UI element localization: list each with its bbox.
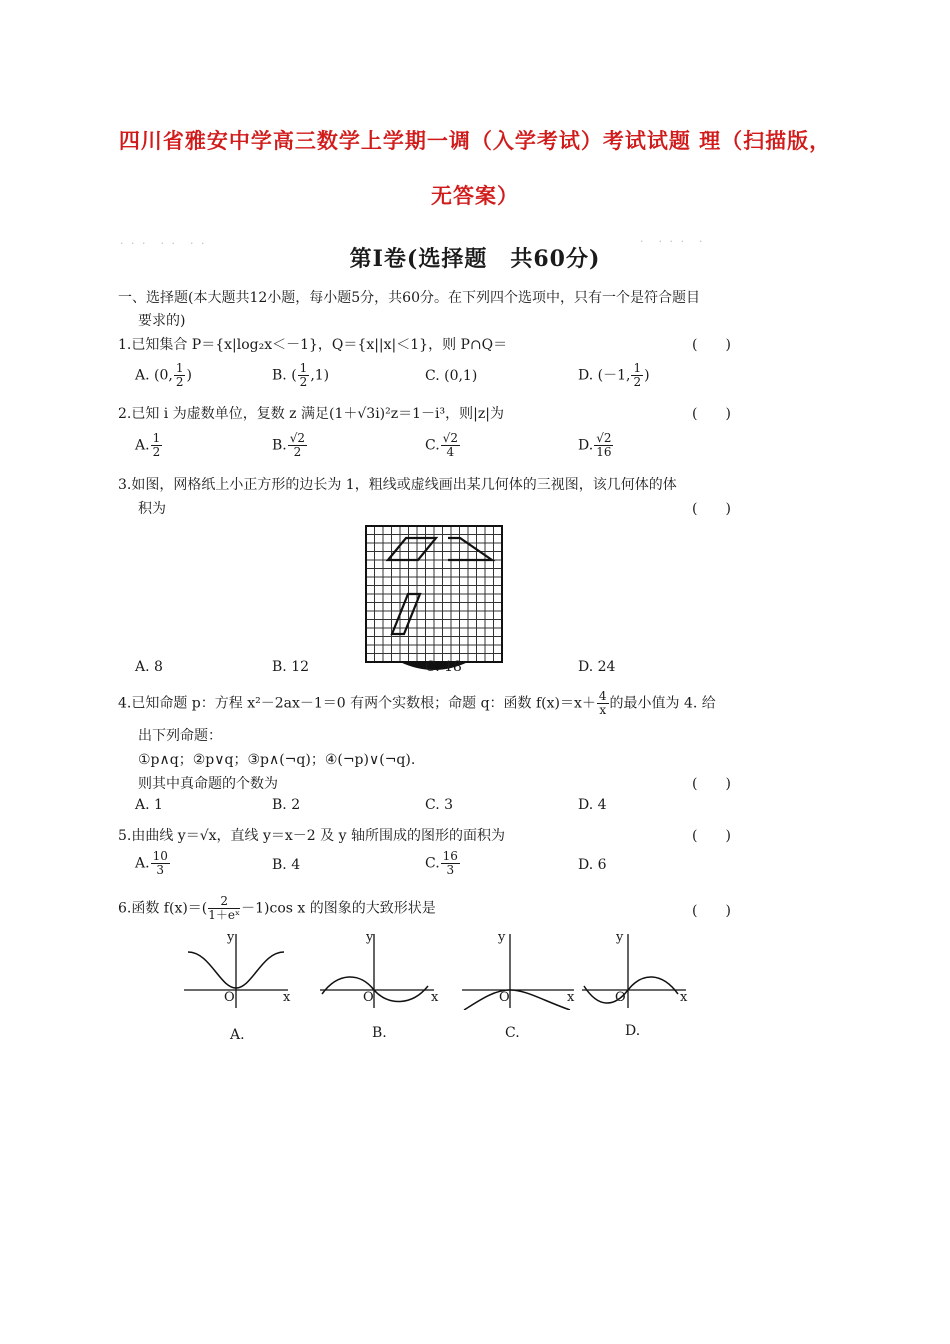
q6-option-a: A. — [230, 1027, 245, 1043]
graph-a-x-label: x — [283, 990, 291, 1005]
q1-option-d: D. (－1, $\frac{1}{2}$ ) — [578, 361, 650, 389]
q6-option-d: D. — [625, 1023, 641, 1039]
question-2-stem: 2.已知 i 为虚数单位，复数 z 满足(1＋√3i)²z＝1－i³，则|z|为 — [118, 406, 504, 422]
answer-paren: ( ) — [692, 406, 731, 422]
instructions-line1: 一、选择题(本大题共12小题，每小题5分，共60分。在下列四个选项中，只有一个是符合题目 — [118, 290, 700, 306]
answer-paren: ( ) — [692, 501, 731, 517]
question-4-stem-line1: 4.已知命题 p：方程 x²－2ax－1＝0 有两个实数根；命题 q：函数 f(x)＝x＋ $\frac{4}{x}$ 的最小值为 4. 给 — [118, 689, 716, 717]
graph-d-x-label: x — [680, 990, 688, 1005]
scan-noise: · · · · · — [640, 235, 705, 248]
three-view-grid-figure — [360, 522, 508, 670]
q1-option-a: A. (0, $\frac{1}{2}$ ) — [135, 361, 192, 389]
q5-option-b: B. 4 — [272, 857, 301, 873]
q1-option-c: C. (0,1) — [425, 368, 478, 384]
q5-option-c: C. $\frac{16}{3}$ — [425, 849, 458, 877]
q3-option-d: D. 24 — [578, 659, 616, 675]
q3-option-a: A. 8 — [135, 659, 163, 675]
graph-d — [578, 930, 690, 1010]
graph-b-origin-label: O — [363, 990, 374, 1005]
answer-paren: ( ) — [692, 903, 731, 919]
q3-option-b: B. 12 — [272, 659, 310, 675]
answer-paren: ( ) — [692, 828, 731, 844]
section-heading: 第Ⅰ卷(选择题 共60分) — [349, 246, 601, 272]
question-3-stem-line1: 3.如图，网格纸上小正方形的边长为 1，粗线或虚线画出某几何体的三视图，该几何体的体 — [118, 477, 677, 493]
graph-d-origin-label: O — [615, 990, 626, 1005]
question-1-stem: 1.已知集合 P＝{x|log₂x＜－1}，Q＝{x||x|＜1}，则 P∩Q＝ — [118, 337, 508, 353]
scan-noise: · · · · · · · — [120, 237, 207, 250]
q5-option-a: A. $\frac{10}{3}$ — [135, 849, 168, 877]
q2-option-a: A. $\frac{1}{2}$ — [135, 431, 161, 459]
graph-d-y-label: y — [616, 930, 624, 945]
question-4-propositions: ①p∧q；②p∨q；③p∧(¬q)；④(¬p)∨(¬q). — [138, 752, 416, 768]
q5-option-d: D. 6 — [578, 857, 607, 873]
q6-option-b: B. — [372, 1025, 387, 1041]
question-5-stem: 5.由曲线 y＝√x，直线 y＝x－2 及 y 轴所围成的图形的面积为 — [118, 828, 505, 844]
graph-c-origin-label: O — [499, 990, 510, 1005]
question-3-stem-line2: 积为 — [138, 501, 166, 517]
answer-paren: ( ) — [692, 337, 731, 353]
q2-option-c: C. $\frac{√2}{4}$ — [425, 431, 458, 459]
q4-option-d: D. 4 — [578, 797, 607, 813]
document-title-line1: 四川省雅安中学高三数学上学期一调（入学考试）考试试题 理（扫描版， — [118, 128, 832, 153]
q6-option-c: C. — [505, 1025, 520, 1041]
question-4-stem-line2: 出下列命题： — [138, 728, 222, 744]
question-4-stem-line4: 则其中真命题的个数为 — [138, 776, 278, 792]
graph-c — [458, 930, 578, 1010]
graph-a-y-label: y — [227, 930, 235, 945]
question-6-stem: 6.函数 f(x)＝( $\frac{2}{\text{1＋eˣ}}$ －1)cos x 的图象的大致形状是 — [118, 894, 436, 922]
q2-option-d: D. $\frac{√2}{16}$ — [578, 431, 612, 459]
q2-option-b: B. $\frac{√2}{2}$ — [272, 431, 306, 459]
answer-paren: ( ) — [692, 776, 731, 792]
graph-c-x-label: x — [567, 990, 575, 1005]
q4-option-c: C. 3 — [425, 797, 454, 813]
q1-option-b: B. ( $\frac{1}{2}$ ,1) — [272, 361, 330, 389]
q3-option-c: C. 18 — [425, 659, 462, 675]
graph-b-y-label: y — [366, 930, 374, 945]
graph-b-x-label: x — [431, 990, 439, 1005]
graph-b — [316, 930, 438, 1010]
document-title-line2: 无答案） — [431, 183, 519, 208]
graph-a-origin-label: O — [224, 990, 235, 1005]
graph-c-y-label: y — [498, 930, 506, 945]
instructions-line2: 要求的) — [138, 313, 186, 329]
q4-option-b: B. 2 — [272, 797, 301, 813]
graph-a — [180, 930, 292, 1010]
q4-option-a: A. 1 — [135, 797, 163, 813]
